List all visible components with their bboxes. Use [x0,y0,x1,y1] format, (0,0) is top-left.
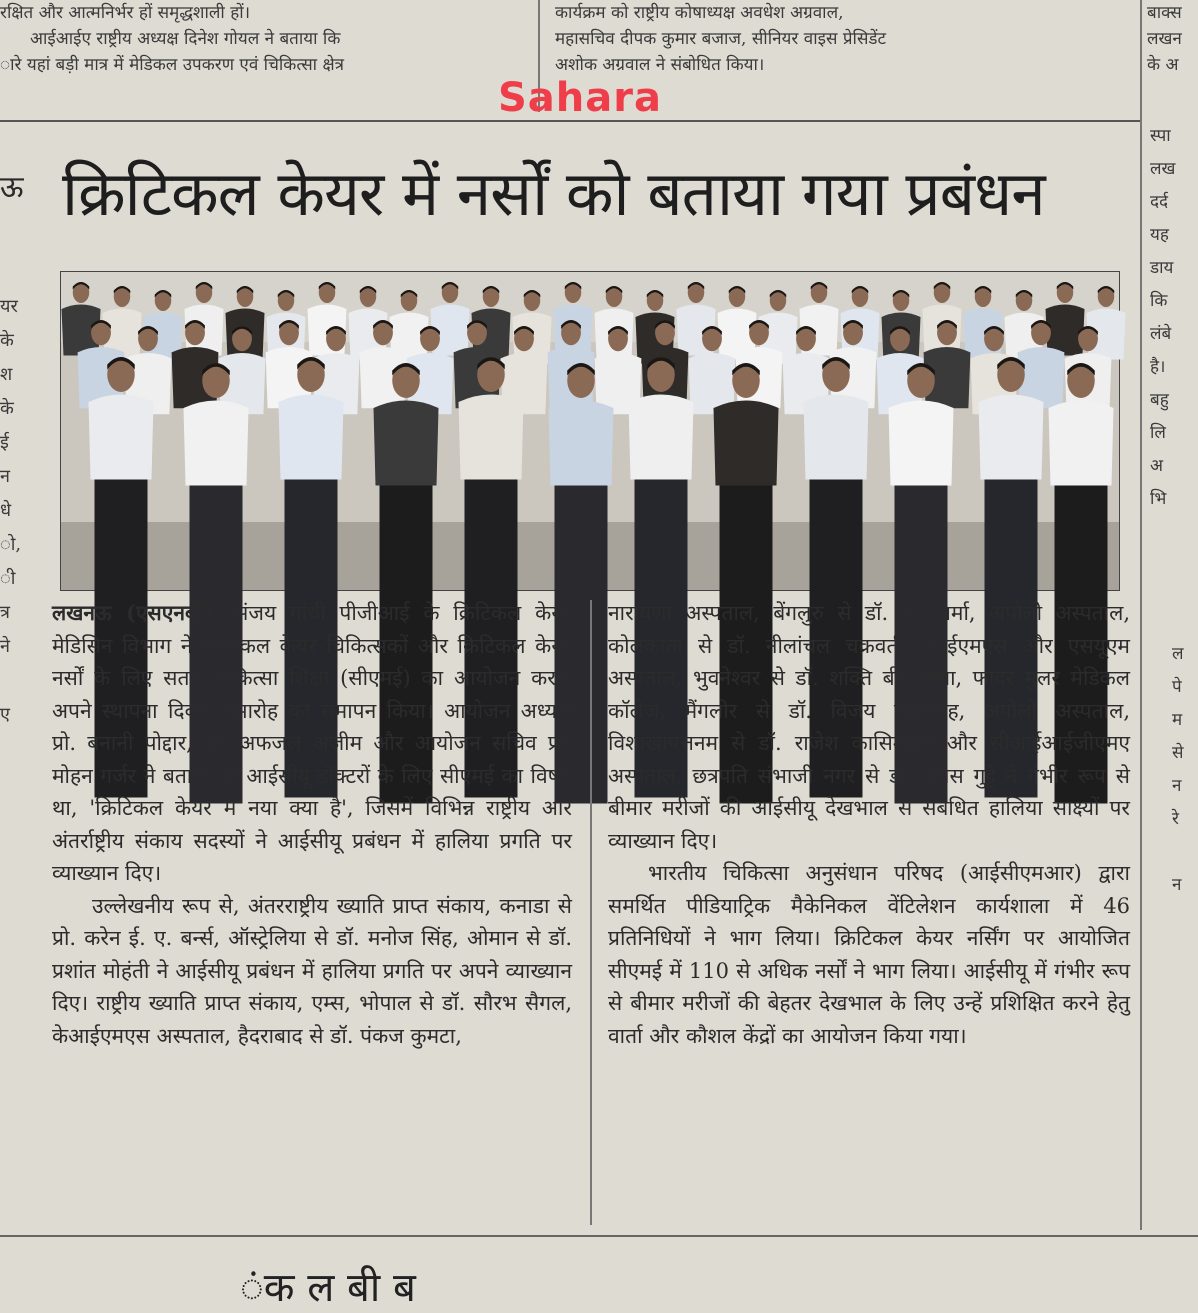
fragment-line: के अ [1147,55,1179,75]
margin-fragment-line: पे [1172,677,1182,697]
article-paragraph: भारतीय चिकित्सा अनुसंधान परिषद (आईसीएमआर) द्वारा समर्थित पीडियाट्रिक मैकेनिकल वेंटिलेशन कार्यशाला में 46 प्रतिनिधियों ने भाग लिया। क्रिटिकल केयर नर्सिंग पर आयोजित सीएमई में 110 से अधिक नर्सों ने भाग लिया। आईसीयू में गंभीर रूप से बीमार मरीजों की बेहतर देखभाल के लिए उन्हें प्रशिक्षित करने हेतु वार्ता और कौशल केंद्रों का आयोजन किया गया। [608,861,1130,1048]
margin-fragment-line: के [0,398,14,419]
article-paragraph: उल्लेखनीय रूप से, अंतरराष्ट्रीय ख्याति प्राप्त संकाय, कनाडा से प्रो. करेन ई. ए. बर्न्स, ऑस्ट्रेलिया से डॉ. मनोज सिंह, ओमान से डॉ. प्रशांत मोहंती ने आईसीयू प्रबंधन में हालिया प्रगति पर अपने व्याख्यान दिए। राष्ट्रीय ख्याति प्राप्त संकाय, एम्स, भोपाल से डॉ. सौरभ सैगल, केआईएमएस अस्पताल, हैदराबाद से डॉ. पंकज कुमटा, [52,893,572,1048]
margin-fragment-line: म [1172,710,1183,730]
margin-fragment-line: के [0,330,14,351]
bottom-rule [0,1235,1198,1237]
dateline: लखनऊ (एसएनबी)। [52,600,221,625]
margin-fragment-line: डाय [1150,258,1174,278]
bottom-fragment: ंक ल बी ब [240,1265,416,1311]
group-photo-illustration [61,272,1119,590]
margin-fragment-line: न [0,466,10,487]
margin-fragment-line: ने [0,636,10,657]
margin-fragment-line [0,664,22,698]
margin-fragment-line: से [1172,743,1184,763]
column-divider [1140,0,1142,1230]
fragment-line: लखन [1147,29,1182,49]
article-paragraph [52,597,572,890]
margin-fragment-line: न [1172,776,1182,796]
margin-fragment-line: श [0,364,13,385]
column-divider [590,600,592,1225]
paragraph-text: संजय गांधी पीजीआई के क्रिटिकल केयर मेडिसिन विभाग ने क्रिटिकल केयर चिकित्सकों और क्रिटिकल केयर नर्सों के लिए सतत चिकित्सा शिक्षा (सीएमई) का आयोजन करके अपने स्थापना दिवस समारोह का समापन किया। आयोजन अध्यक्ष प्रो. बनानी पोद्दार, प्रो. अफजल अजीम और आयोजन सचिव प्रो. मोहन गर्जर ने बताया कि आईसीयू डॉक्टरों के लिए सीएमई का विषय था, 'क्रिटिकल केयर में नया क्या है', जिसमें विभिन्न राष्ट्रीय और अंतर्राष्ट्रीय संकाय सदस्यों ने आईसीयू प्रबंधन में हालिया प्रगति पर व्याख्यान दिए। [52,601,572,885]
brand-watermark: Sahara [498,75,662,121]
fragment-line: ारे यहां बड़ी मात्र में मेडिकल उपकरण एवं चिकित्सा क्षेत्र [0,55,345,75]
margin-fragment-line: त्र [0,602,10,623]
fragment-line: कार्यक्रम को राष्ट्रीय कोषाध्यक्ष अवधेश अग्रवाल, [555,3,844,23]
headline-side-fragment: ऊ [0,170,24,205]
headline: क्रिटिकल केयर में नर्सों को बताया गया प्रबंधन [62,157,1045,230]
margin-fragment-line: कि [1150,291,1168,311]
article-paragraph: नारायणा अस्पताल, बेंगलुरु से डॉ. मनु वर्मा, अपोलो अस्पताल, कोलकाता से डॉ. नीलांचल चक्रवर्ती, आईएमएस और एसयूएम अस्पताल, भुवनेश्वर से डॉ. शक्ति बी. मिश्रा, फादर मुलर मेडिकल कॉलेज, मैंगलोर से डॉ. विजय सुंदरसिंह, अपोलो अस्पताल, विशाखापत्तनम से डॉ. राजेश कासिमहंती और सीआईआईजीएमए अस्पताल, छत्रपति संभाजी नगर से डॉ. श्रेयस गुट्टे ने गंभीर रूप से बीमार मरीजों की आईसीयू देखभाल से संबंधित हालिया साक्ष्यों पर व्याख्यान दिए। [608,601,1130,853]
fragment-line: अशोक अग्रवाल ने संबोधित किया। [555,55,765,75]
margin-fragment-line: न [1172,875,1182,895]
fragment-line: बाक्स [1147,3,1182,23]
article-column-left [52,597,572,1052]
margin-fragment-line: अ [1150,456,1163,476]
margin-fragment-line: ो, [0,534,22,555]
margin-fragment-line: ी [0,568,16,589]
margin-fragment-line: भि [1150,489,1167,509]
fragment-line: रक्षित और आत्मनिर्भर हों समृद्धशाली हों। [0,3,251,23]
margin-fragment-line: ए [0,704,10,725]
left-margin-fragment [0,290,22,868]
top-left-fragment [0,0,525,118]
margin-fragment-line: ई [0,432,9,453]
margin-fragment-line [0,766,22,800]
top-far-right-fragment [1147,0,1198,118]
right-margin-fragment [1150,120,1198,516]
margin-fragment-line: यर [0,296,18,317]
fragment-line: महासचिव दीपक कुमार बजाज, सीनियर वाइस प्रेसिडेंट [555,29,887,49]
margin-fragment-line: रे [1172,809,1179,829]
margin-fragment-line: लि [1150,423,1166,443]
right-margin-fragment-lower [1172,638,1198,902]
margin-fragment-line: धे [0,500,12,521]
margin-fragment-line: बहु [1150,390,1169,410]
margin-fragment-line [1172,836,1198,869]
margin-fragment-line: यह [1150,225,1169,245]
margin-fragment-line: है। [1150,357,1166,377]
margin-fragment-line: लख [1150,159,1176,179]
margin-fragment-line [0,834,22,868]
margin-fragment-line: स्पा [1150,126,1171,146]
article-column-right [608,597,1130,1052]
margin-fragment-line [0,800,22,834]
group-photo [60,271,1120,591]
margin-fragment-line: लंबे [1150,324,1172,344]
margin-fragment-line: दर्द [1150,192,1169,212]
margin-fragment-line [0,732,22,766]
fragment-line: आईआईए राष्ट्रीय अध्यक्ष दिनेश गोयल ने बताया कि [30,29,341,49]
margin-fragment-line: ल [1172,644,1184,664]
